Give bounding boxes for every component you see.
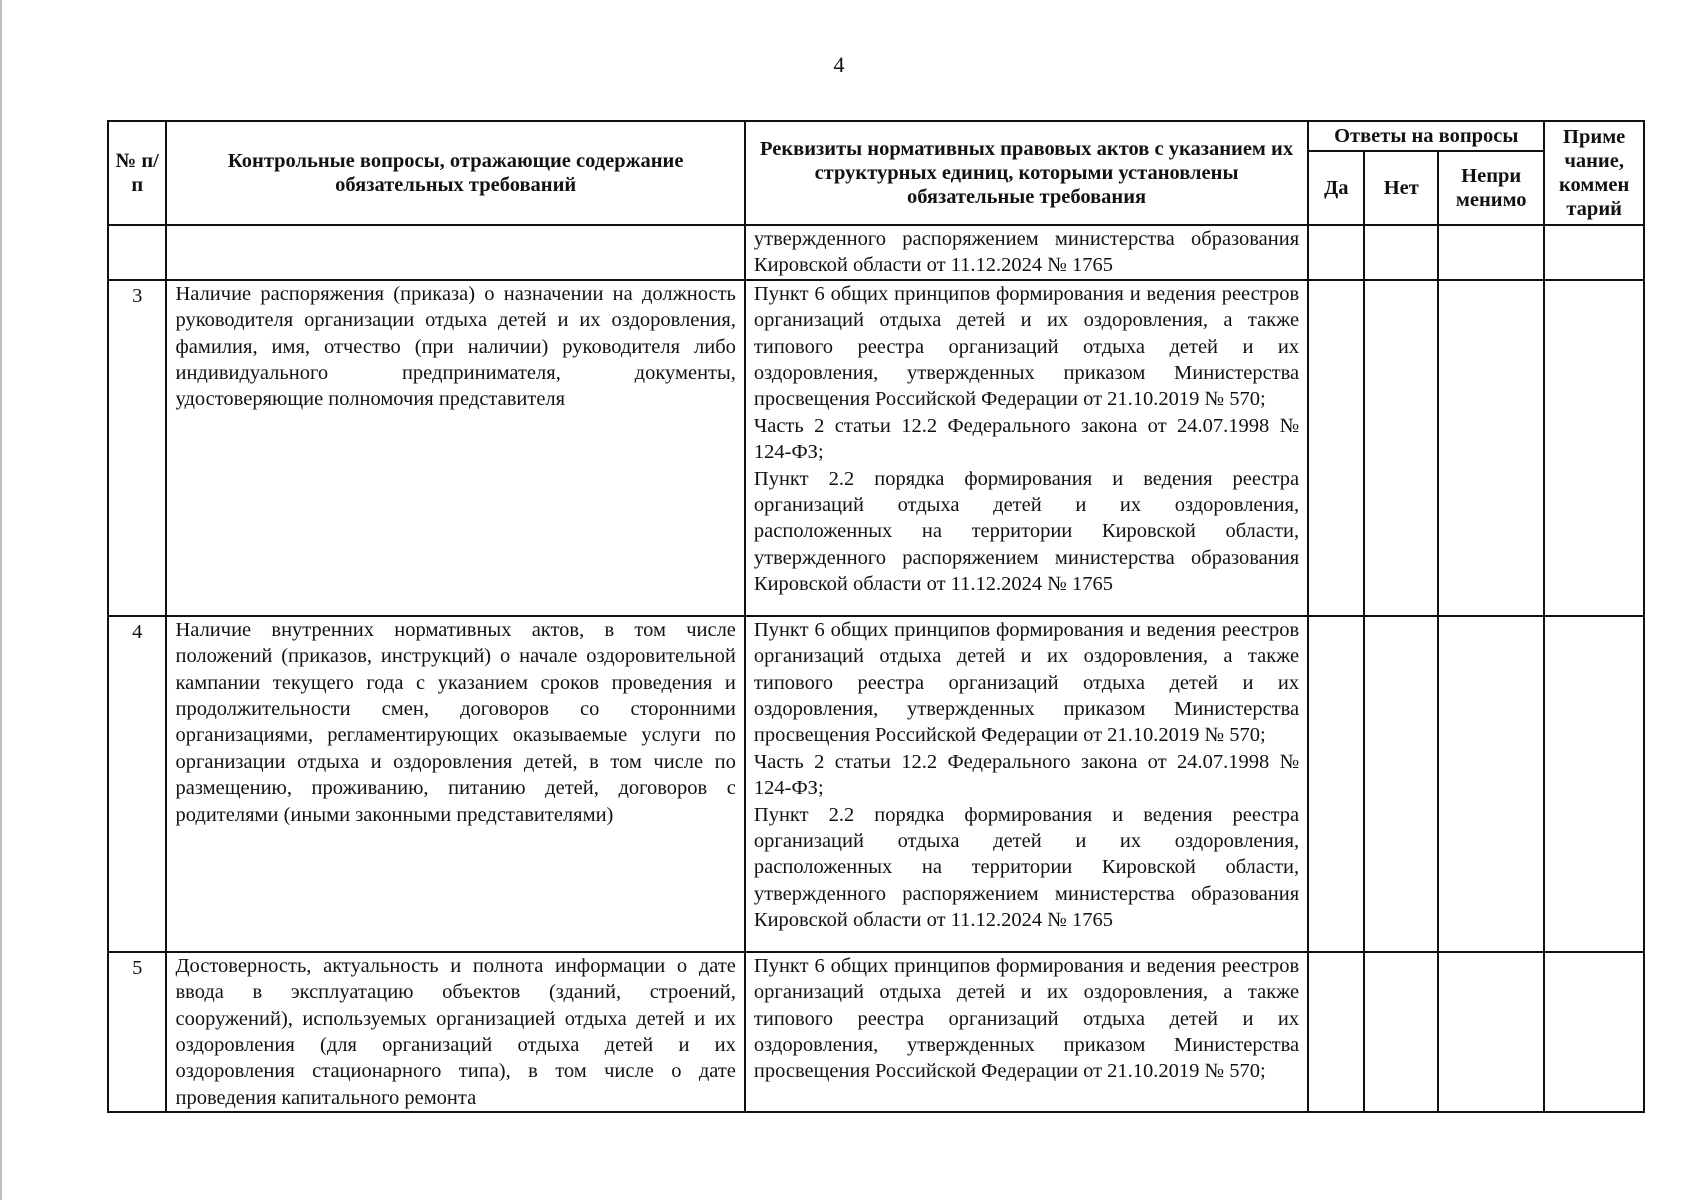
cell-yes[interactable] <box>1308 280 1364 616</box>
cell-question: Наличие распоряжения (приказа) о назначении на должность руководителя организации отдыха детей и их оздоровления, фамилия, имя, отчество (при наличии) руководителя либо индивидуального предпринимателя, документы, удостоверяющие полномочия представителя <box>166 280 744 616</box>
header-not-applicable: Непри менимо <box>1438 151 1544 225</box>
page-number: 4 <box>833 52 845 77</box>
cell-not-applicable[interactable] <box>1438 225 1544 280</box>
cell-requisites <box>745 280 1308 616</box>
cell-not-applicable[interactable] <box>1438 952 1544 1112</box>
cell-not-applicable[interactable] <box>1438 280 1544 616</box>
table-row-continuation <box>108 225 1644 280</box>
cell-requisites <box>745 952 1308 1112</box>
cell-not-applicable[interactable] <box>1438 616 1544 952</box>
cell-question <box>166 225 744 280</box>
header-requisites: Реквизиты нормативных правовых актов с указанием их структурных единиц, которыми установлены обязательные требования <box>745 121 1308 225</box>
scan-edge <box>0 0 2 1200</box>
requisite-item: Пункт 6 общих принципов формирования и ведения реестров организаций отдыха детей и их оздоровления, а также типового реестра организаций отдыха детей и их оздоровления, утвержденных приказом Министерства просвещения Российской Федерации от 21.10.2019 № 570; <box>753 618 1300 747</box>
cell-no[interactable] <box>1364 225 1438 280</box>
requisite-item: Пункт 6 общих принципов формирования и ведения реестров организаций отдыха детей и их оздоровления, а также типового реестра организаций отдыха детей и их оздоровления, утвержденных приказом Министерства просвещения Российской Федерации от 21.10.2019 № 570; <box>753 282 1300 411</box>
cell-note[interactable] <box>1544 616 1644 952</box>
header-no: Нет <box>1364 151 1438 225</box>
header-questions: Контрольные вопросы, отражающие содержание обязательных требований <box>166 121 744 225</box>
cell-note[interactable] <box>1544 225 1644 280</box>
header-row <box>108 121 1644 151</box>
cell-yes[interactable] <box>1308 225 1364 280</box>
header-yes: Да <box>1308 151 1364 225</box>
cell-no[interactable] <box>1364 280 1438 616</box>
header-answers: Ответы на вопросы <box>1308 121 1544 151</box>
checklist-table <box>107 120 1645 1113</box>
cell-question: Достоверность, актуальность и полнота информации о дате ввода в эксплуатацию объектов (зданий, строений, сооружений), используемых организацией отдыха детей и их оздоровления (для организаций отдыха детей и их оздоровления стационарного типа), в том числе о дате проведения капитального ремонта <box>166 952 744 1112</box>
cell-num: 4 <box>108 616 166 952</box>
table-row <box>108 280 1644 616</box>
header-num: № п/п <box>108 121 166 225</box>
table-row <box>108 616 1644 952</box>
cell-note[interactable] <box>1544 280 1644 616</box>
cell-num: 3 <box>108 280 166 616</box>
table-row <box>108 952 1644 1112</box>
requisite-item: Часть 2 статьи 12.2 Федерального закона от 24.07.1998 № 124-ФЗ; <box>753 414 1300 464</box>
cell-requisites <box>745 616 1308 952</box>
cell-note[interactable] <box>1544 952 1644 1112</box>
cell-requisites: утвержденного распоряжением министерства образования Кировской области от 11.12.2024 № 1765 <box>745 225 1308 280</box>
cell-yes[interactable] <box>1308 616 1364 952</box>
requisite-item: Пункт 6 общих принципов формирования и ведения реестров организаций отдыха детей и их оздоровления, а также типового реестра организаций отдыха детей и их оздоровления, утвержденных приказом Министерства просвещения Российской Федерации от 21.10.2019 № 570; <box>753 954 1300 1083</box>
cell-num <box>108 225 166 280</box>
cell-num: 5 <box>108 952 166 1112</box>
requisite-item: Пункт 2.2 порядка формирования и ведения реестра организаций отдыха детей и их оздоровления, расположенных на территории Кировской области, утвержденного распоряжением министерства образования Кировской области от 11.12.2024 № 1765 <box>753 467 1300 596</box>
requisite-item: Часть 2 статьи 12.2 Федерального закона от 24.07.1998 № 124-ФЗ; <box>753 750 1300 800</box>
header-note: Приме чание, коммен тарий <box>1544 121 1644 225</box>
cell-yes[interactable] <box>1308 952 1364 1112</box>
requisite-item: Пункт 2.2 порядка формирования и ведения реестра организаций отдыха детей и их оздоровления, расположенных на территории Кировской области, утвержденного распоряжением министерства образования Кировской области от 11.12.2024 № 1765 <box>753 803 1300 932</box>
cell-no[interactable] <box>1364 616 1438 952</box>
cell-question: Наличие внутренних нормативных актов, в том числе положений (приказов, инструкций) о начале оздоровительной кампании текущего года с указанием сроков проведения и продолжительности смен, договоров со сторонними организациями, регламентирующих оказываемые услуги по организации отдыха и оздоровления детей, в том числе по размещению, проживанию, питанию детей, договоров с родителями (иными законными представителями) <box>166 616 744 952</box>
cell-no[interactable] <box>1364 952 1438 1112</box>
